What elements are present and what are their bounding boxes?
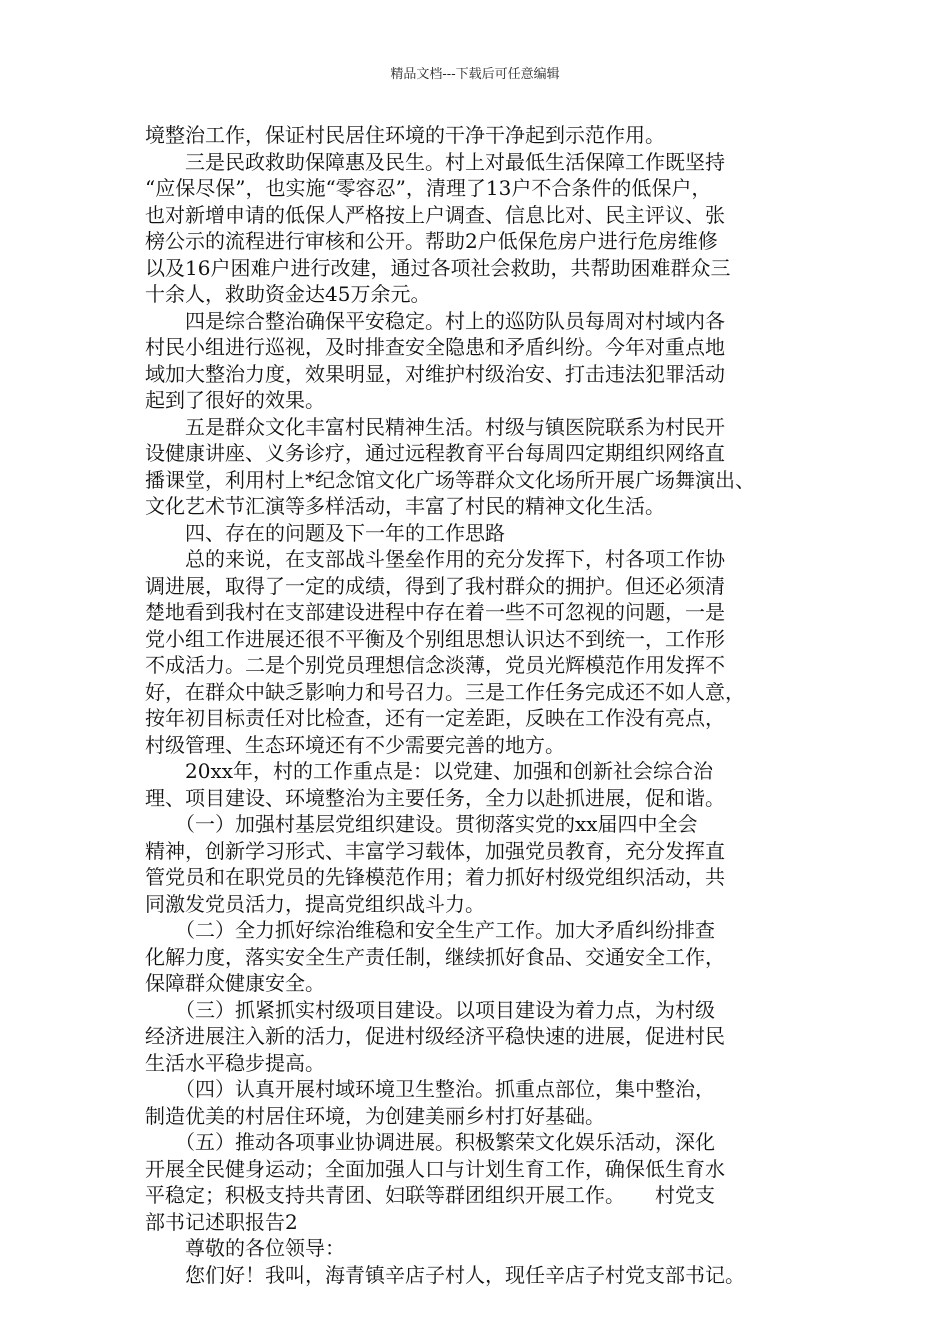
text-line: 制造优美的村居住环境，为创建美丽乡村打好基础。: [145, 1103, 605, 1128]
text-line: 生活水平稳步提高。: [145, 1050, 325, 1075]
text-line: 起到了很好的效果。: [145, 388, 325, 412]
text-line: 四是综合整治确保平安稳定。村上的巡防队员每周对村域内各: [145, 308, 725, 333]
text-line: 村级管理、生态环境还有不少需要完善的地方。: [145, 732, 565, 757]
page-header: 精品文档---下载后可任意编辑: [390, 67, 560, 82]
text-line: 理、项目建设、环境整治为主要任务，全力以赴抓进展，促和谐。: [145, 785, 725, 810]
text-line: 总的来说，在支部战斗堡垒作用的充分发挥下，村各项工作协: [145, 547, 725, 571]
text-line: 楚地看到我村在支部建设进程中存在着一些不可忽视的问题，一是: [145, 600, 725, 624]
text-line: 按年初目标责任对比检查，还有一定差距，反映在工作没有亮点，: [145, 706, 725, 730]
text-line: 好，在群众中缺乏影响力和号召力。三是工作任务完成还不如人意，: [145, 679, 745, 704]
text-line: 播课堂，利用村上*纪念馆文化广场等群众文化场所开展广场舞演出、: [145, 467, 755, 492]
text-line: 境整治工作，保证村民居住环境的干净干净起到示范作用。: [145, 123, 665, 147]
text-line: 村民小组进行巡视，及时排查安全隐患和矛盾纠纷。今年对重点地: [145, 335, 725, 359]
text-line: 域加大整治力度，效果明显，对维护村级治安、打击违法犯罪活动: [145, 361, 725, 386]
text-line: 平稳定；积极支持共青团、妇联等群团组织开展工作。 村党支: [145, 1183, 715, 1207]
text-line: 文化艺术节汇演等多样活动，丰富了村民的精神文化生活。: [145, 494, 665, 518]
text-line: 不成活力。二是个别党员理想信念淡薄，党员光辉模范作用发挥不: [145, 653, 725, 677]
text-line: 党小组工作进展还很不平衡及个别组思想认识达不到统一，工作形: [145, 626, 725, 651]
text-line: 十余人，救助资金达45万余元。: [145, 282, 431, 306]
text-line: 四、存在的问题及下一年的工作思路: [145, 520, 505, 545]
text-line: （一）加强村基层党组织建设。贯彻落实党的xx届四中全会: [145, 812, 698, 836]
text-line: 三是民政救助保障惠及民生。村上对最低生活保障工作既坚持: [145, 149, 725, 174]
text-line: 也对新增申请的低保人严格按上户调查、信息比对、民主评议、张: [145, 202, 725, 227]
text-line: 精神，创新学习形式、丰富学习载体，加强党员教育，充分发挥直: [145, 838, 725, 863]
text-line: 榜公示的流程进行审核和公开。帮助2户低保危房户进行危房维修: [145, 229, 718, 253]
text-line: 调进展，取得了一定的成绩，得到了我村群众的拥护。但还必须清: [145, 573, 725, 598]
text-line: 您们好！我叫，海青镇辛店子村人，现任辛店子村党支部书记。: [145, 1262, 745, 1287]
text-line: 尊敬的各位领导：: [145, 1236, 345, 1260]
text-line: 20xx年，村的工作重点是：以党建、加强和创新社会综合治: [145, 759, 714, 783]
text-line: 保障群众健康安全。: [145, 971, 325, 995]
text-line: （五）推动各项事业协调进展。积极繁荣文化娱乐活动，深化: [145, 1130, 715, 1154]
text-line: 管党员和在职党员的先锋模范作用；着力抓好村级党组织活动，共: [145, 865, 725, 889]
text-line: 以及16户困难户进行改建，通过各项社会救助，共帮助困难群众三: [145, 255, 731, 280]
text-line: 经济进展注入新的活力，促进村级经济平稳快速的进展，促进村民: [145, 1024, 725, 1048]
text-line: （三）抓紧抓实村级项目建设。以项目建设为着力点，为村级: [145, 997, 715, 1022]
text-line: 化解力度，落实安全生产责任制，继续抓好食品、交通安全工作，: [145, 944, 725, 969]
text-line: （四）认真开展村域环境卫生整治。抓重点部位，集中整治，: [145, 1077, 715, 1101]
text-line: 开展全民健身运动；全面加强人口与计划生育工作，确保低生育水: [145, 1156, 725, 1181]
text-line: 同激发党员活力，提高党组织战斗力。: [145, 891, 485, 916]
document-body: [145, 122, 755, 1288]
text-line: 设健康讲座、义务诊疗，通过远程教育平台每周四定期组织网络直: [145, 441, 725, 465]
text-line: 五是群众文化丰富村民精神生活。村级与镇医院联系为村民开: [145, 414, 725, 439]
text-line: 部书记述职报告2: [145, 1209, 298, 1234]
text-line: （二）全力抓好综治维稳和安全生产工作。加大矛盾纠纷排查: [145, 918, 715, 942]
text-line: “应保尽保”，也实施“零容忍”，清理了13户不合条件的低保户，: [145, 176, 712, 200]
